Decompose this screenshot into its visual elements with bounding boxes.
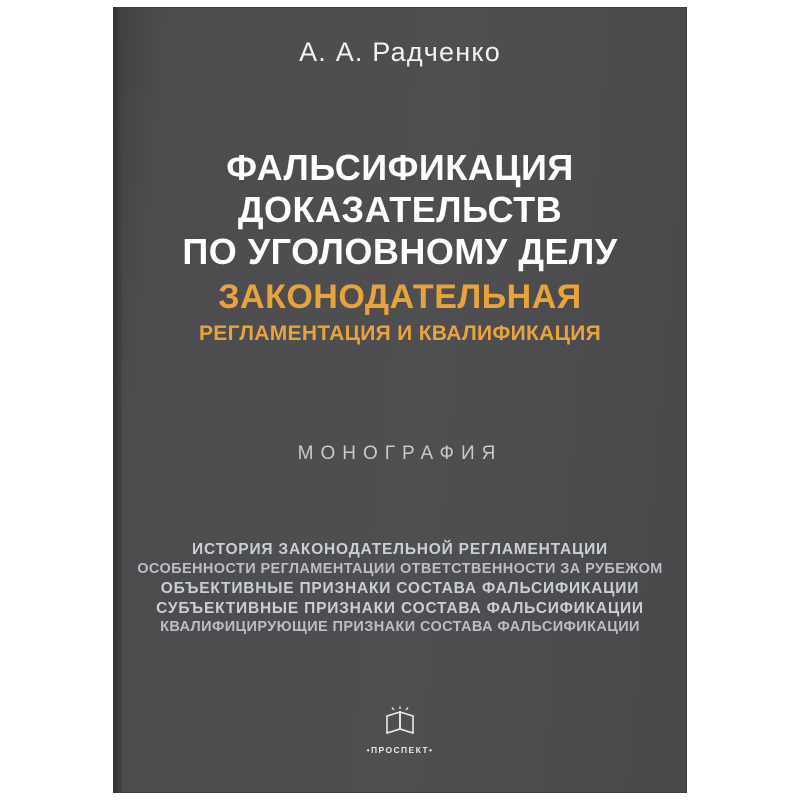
contents-item: ОСОБЕННОСТИ РЕГЛАМЕНТАЦИИ ОТВЕТСТВЕННОСТИ ЗА РУБЕЖОМ	[137, 560, 663, 577]
title-line-2: ДОКАЗАТЕЛЬСТВ	[237, 189, 563, 230]
contents-item: ОБЪЕКТИВНЫЕ ПРИЗНАКИ СОСТАВА ФАЛЬСИФИКАЦИИ	[160, 580, 640, 597]
title-block	[113, 147, 687, 349]
contents-item: КВАЛИФИЦИРУЮЩИЕ ПРИЗНАКИ СОСТАВА ФАЛЬСИФИКАЦИИ	[160, 619, 640, 635]
contents-item: СУБЪЕКТИВНЫЕ ПРИЗНАКИ СОСТАВА ФАЛЬСИФИКАЦИИ	[156, 599, 644, 617]
book-cover	[113, 7, 687, 793]
publisher-block	[113, 706, 687, 755]
cover-spine	[113, 7, 122, 793]
author-name: А. А. Радченко	[299, 37, 501, 67]
title-line-3: ПО УГОЛОВНОМУ ДЕЛУ	[182, 231, 618, 272]
contents-item: ИСТОРИЯ ЗАКОНОДАТЕЛЬНОЙ РЕГЛАМЕНТАЦИИ	[192, 541, 608, 558]
open-book-logo-icon	[383, 706, 417, 736]
subtitle-line-2: РЕГЛАМЕНТАЦИЯ И КВАЛИФИКАЦИЯ	[198, 322, 602, 345]
genre-label: МОНОГРАФИЯ	[297, 443, 503, 464]
publisher-name: •ПРОСПЕКТ•	[366, 745, 434, 755]
contents-list	[113, 540, 687, 638]
subtitle-line-1: ЗАКОНОДАТЕЛЬНАЯ	[218, 278, 582, 316]
title-line-1: ФАЛЬСИФИКАЦИЯ	[226, 147, 574, 188]
